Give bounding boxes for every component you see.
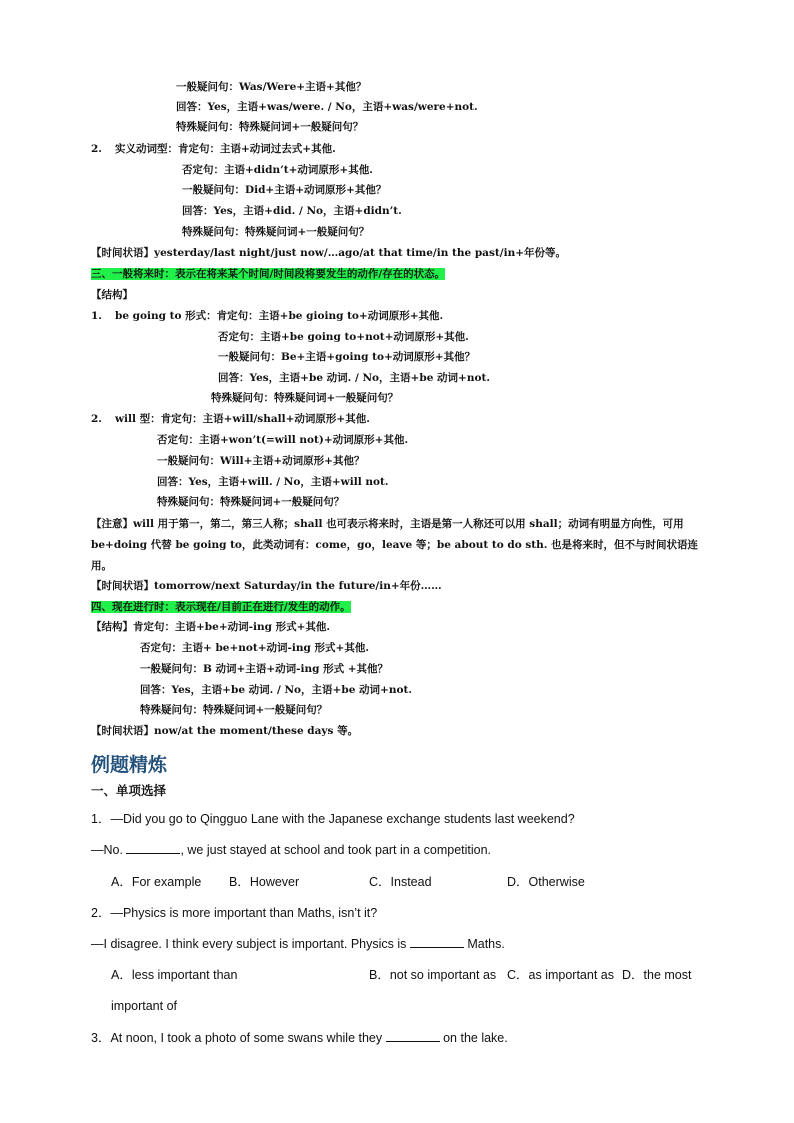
- past-verb-negative: 否定句：主语+didn’t+动词原形+其他.: [182, 164, 373, 176]
- progressive-negative: 否定句：主语+ be+not+动词-ing 形式+其他.: [140, 642, 369, 654]
- question-1-option-d: D．Otherwise: [507, 875, 585, 889]
- future-heading: [91, 267, 445, 281]
- will-general-question: 一般疑问句：Will+主语+动词原形+其他？: [157, 455, 365, 467]
- past-be-answer: 回答：Yes，主语+was/were. / No，主语+was/were+not.: [176, 101, 478, 113]
- going-to-number: 1.: [91, 310, 102, 322]
- will-negative: 否定句：主语+won’t(=will not)+动词原形+其他.: [157, 434, 409, 446]
- will-affirmative: will 型：肯定句：主语+will/shall+动词原形+其他.: [115, 413, 370, 425]
- question-2-option-a: A．less important than: [111, 968, 238, 982]
- progressive-general-question: 一般疑问句：B 动词+主语+动词-ing 形式 +其他？: [140, 663, 389, 675]
- past-be-general-question: 一般疑问句：Was/Were+主语+其他？: [176, 81, 367, 93]
- question-2-option-d: D．the most: [622, 968, 692, 982]
- exercise-section-title: 例题精炼: [91, 754, 168, 776]
- question-1-stem: 1．—Did you go to Qingguo Lane with the Japanese exchange students last weekend?: [91, 812, 575, 826]
- future-note: 【注意】will 用于第一，第二，第三人称；shall 也可表示将来时，主语是第一人称还可以用 shall；动词有明显方向性，可用 be+doing 代替 be going to，此类动词有：come，go，leave 等；be about to do sth. 也是将来时，但不与时间状语连用。: [91, 518, 699, 572]
- question-2-stem: 2．—Physics is more important than Maths, isn’t it?: [91, 906, 378, 920]
- question-1-line-2: [91, 842, 491, 858]
- going-to-answer: 回答：Yes，主语+be 动词. / No，主语+be 动词+not.: [218, 372, 490, 384]
- question-3-pre: 3．At noon, I took a photo of some swans while they: [91, 1031, 386, 1045]
- going-to-general-question: 一般疑问句：Be+主语+going to+动词原形+其他？: [218, 351, 476, 363]
- will-special-question: 特殊疑问句：特殊疑问词+一般疑问句？: [157, 496, 345, 508]
- will-answer: 回答：Yes，主语+will. / No，主语+will not.: [157, 476, 389, 488]
- past-verb-general-question: 一般疑问句：Did+主语+动词原形+其他？: [182, 184, 387, 196]
- question-3-stem: [91, 1030, 508, 1046]
- going-to-negative: 否定句：主语+be going to+not+动词原形+其他.: [218, 331, 469, 343]
- past-verb-affirmative: 实义动词型：肯定句：主语+动词过去式+其他.: [115, 143, 336, 155]
- question-1-option-a: A．For example: [111, 875, 202, 889]
- progressive-special-question: 特殊疑问句：特殊疑问词+一般疑问句？: [140, 704, 328, 716]
- answer-blank: [410, 936, 464, 948]
- future-heading-text: 三、一般将来时：表示在将来某个时间/时间段将要发生的动作/存在的状态。: [91, 268, 446, 280]
- progressive-affirmative: 【结构】肯定句：主语+be+动词-ing 形式+其他.: [91, 621, 331, 633]
- future-time-adverbials: 【时间状语】tomorrow/next Saturday/in the future/in+年份……: [91, 580, 442, 592]
- question-1-option-b: B．However: [229, 875, 300, 889]
- going-to-special-question: 特殊疑问句：特殊疑问词+一般疑问句？: [211, 392, 399, 404]
- exercise-subtitle: 一、单项选择: [91, 783, 167, 798]
- answer-blank: [386, 1030, 440, 1042]
- question-2-line-2-pre: —I disagree. I think every subject is important. Physics is: [91, 937, 410, 951]
- past-verb-special-question: 特殊疑问句：特殊疑问词+一般疑问句？: [182, 226, 370, 238]
- going-to-affirmative: be going to 形式：肯定句：主语+be gioing to+动词原形+其他.: [115, 310, 444, 322]
- progressive-heading-text: 四、现在进行时：表示现在/目前正在进行/发生的动作。: [91, 601, 351, 613]
- question-2-line-2: [91, 936, 505, 952]
- progressive-answer: 回答：Yes，主语+be 动词. / No，主语+be 动词+not.: [140, 684, 412, 696]
- question-1-option-c: C．Instead: [369, 875, 432, 889]
- question-2-option-c: C．as important as: [507, 968, 614, 982]
- past-verb-number: 2.: [91, 143, 102, 155]
- question-2-option-b: B．not so important as: [369, 968, 497, 982]
- answer-blank: [126, 842, 180, 854]
- will-number: 2.: [91, 413, 102, 425]
- question-2-line-2-post: Maths.: [463, 937, 505, 951]
- question-1-line-2-post: , we just stayed at school and took part in a competition.: [180, 843, 492, 857]
- question-2-option-d-continued: important of: [111, 999, 178, 1013]
- progressive-time-adverbials: 【时间状语】now/at the moment/these days 等。: [91, 725, 359, 737]
- question-3-post: on the lake.: [439, 1031, 508, 1045]
- past-be-special-question: 特殊疑问句：特殊疑问词+一般疑问句？: [176, 121, 364, 133]
- past-time-adverbials: 【时间状语】yesterday/last night/just now/…ago/at that time/in the past/in+年份等。: [91, 247, 567, 259]
- future-structure-label: 【结构】: [91, 289, 133, 301]
- progressive-heading: [91, 600, 351, 614]
- question-1-line-2-pre: —No.: [91, 843, 127, 857]
- past-verb-answer: 回答：Yes，主语+did. / No，主语+didn’t.: [182, 205, 402, 217]
